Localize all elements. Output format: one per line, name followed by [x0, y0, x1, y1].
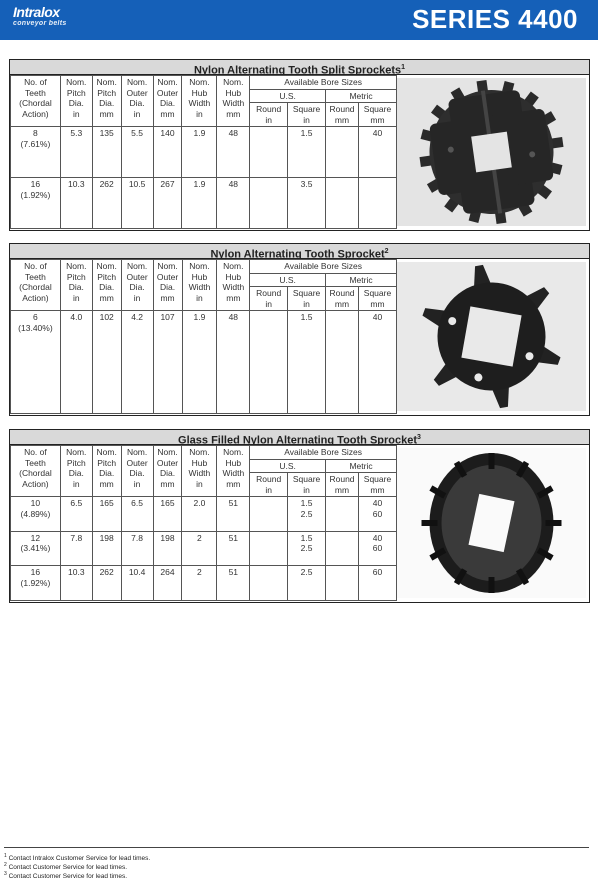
pitch-in-cell: 6.5 — [60, 497, 92, 532]
outer-mm-cell: 267 — [153, 178, 182, 229]
footnote-1: $^1$ Contact Intralox Customer Service for lead times. — [4, 853, 151, 863]
square-mm-cell: 40 60 — [358, 497, 396, 532]
square-mm-cell: 40 60 — [358, 531, 396, 566]
col-header-hub-in: Nom. Hub Width in — [182, 76, 217, 127]
col-header-pitch-in: Nom. Pitch Dia. in — [60, 260, 92, 311]
col-header-teeth: No. of Teeth (Chordal Action) — [11, 446, 61, 497]
pitch-mm-cell: 102 — [92, 311, 121, 414]
outer-mm-cell: 107 — [153, 311, 182, 414]
square-mm-cell: 60 — [358, 566, 396, 601]
hub-in-cell: 2 — [182, 566, 217, 601]
pitch-mm-cell: 198 — [92, 531, 121, 566]
round-mm-cell — [326, 311, 359, 414]
hub-in-cell: 2.0 — [182, 497, 217, 532]
col-header-pitch-in: Nom. Pitch Dia. in — [60, 76, 92, 127]
square-in-cell: 3.5 — [288, 178, 326, 229]
hub-in-cell: 2 — [182, 531, 217, 566]
teeth-cell: 12 (3.41%) — [11, 531, 61, 566]
col-header-outer-in: Nom. Outer Dia. in — [121, 446, 153, 497]
pitch-mm-cell: 262 — [92, 178, 121, 229]
col-header-hub-in: Nom. Hub Width in — [182, 446, 217, 497]
teeth-cell: 10 (4.89%) — [11, 497, 61, 532]
round-in-cell — [250, 531, 288, 566]
col-header-outer-mm: Nom. Outer Dia. mm — [153, 446, 182, 497]
col-header-bore-sizes: Available Bore Sizes — [250, 446, 397, 460]
section-title: Nylon Alternating Tooth Sprocket$^2$ — [10, 244, 589, 259]
teeth-cell: 8 (7.61%) — [11, 127, 61, 178]
col-header-teeth: No. of Teeth (Chordal Action) — [11, 76, 61, 127]
pitch-in-cell: 4.0 — [60, 311, 92, 414]
pitch-in-cell: 5.3 — [60, 127, 92, 178]
hub-mm-cell: 48 — [217, 311, 250, 414]
col-header-outer-mm: Nom. Outer Dia. mm — [153, 260, 182, 311]
hub-mm-cell: 48 — [217, 178, 250, 229]
col-header-hub-mm: Nom. Hub Width mm — [217, 446, 250, 497]
pitch-mm-cell: 135 — [92, 127, 121, 178]
teeth-cell: 6 (13.40%) — [11, 311, 61, 414]
col-header-hub-mm: Nom. Hub Width mm — [217, 260, 250, 311]
spec-table — [10, 259, 397, 414]
teeth-cell: 16 (1.92%) — [11, 566, 61, 601]
pitch-in-cell: 7.8 — [60, 531, 92, 566]
teeth-cell: 16 (1.92%) — [11, 178, 61, 229]
col-header-round-mm: Round mm — [326, 287, 359, 311]
outer-mm-cell: 198 — [153, 531, 182, 566]
outer-in-cell: 10.4 — [121, 566, 153, 601]
outer-in-cell: 4.2 — [121, 311, 153, 414]
col-header-square-mm: Square mm — [358, 287, 396, 311]
col-header-us: U.S. — [250, 459, 326, 473]
outer-mm-cell: 165 — [153, 497, 182, 532]
col-header-round-in: Round in — [250, 473, 288, 497]
hub-mm-cell: 51 — [217, 531, 250, 566]
round-mm-cell — [326, 178, 359, 229]
section-title: Glass Filled Nylon Alternating Tooth Sprocket$^3$ — [10, 430, 589, 445]
col-header-square-mm: Square mm — [358, 103, 396, 127]
round-in-cell — [250, 178, 288, 229]
intralox-logo: Intralox conveyor belts — [13, 4, 67, 27]
square-in-cell: 1.5 — [288, 311, 326, 414]
col-header-bore-sizes: Available Bore Sizes — [250, 260, 397, 274]
outer-mm-cell: 140 — [153, 127, 182, 178]
col-header-round-in: Round in — [250, 103, 288, 127]
section-sprocket — [9, 243, 590, 416]
col-header-hub-in: Nom. Hub Width in — [182, 260, 217, 311]
square-in-cell: 1.5 2.5 — [288, 497, 326, 532]
hub-mm-cell: 48 — [217, 127, 250, 178]
col-header-bore-sizes: Available Bore Sizes — [250, 76, 397, 90]
round-mm-cell — [326, 127, 359, 178]
hub-in-cell: 1.9 — [182, 311, 217, 414]
square-mm-cell: 40 — [358, 311, 396, 414]
round-in-cell — [250, 311, 288, 414]
section-glass-filled-sprocket — [9, 429, 590, 603]
table-row — [11, 497, 397, 532]
round-in-cell — [250, 127, 288, 178]
col-header-us: U.S. — [250, 273, 326, 287]
outer-mm-cell: 264 — [153, 566, 182, 601]
glass-filled-sprocket-photo — [397, 448, 586, 598]
table-row — [11, 566, 397, 601]
col-header-round-mm: Round mm — [326, 473, 359, 497]
table-row — [11, 127, 397, 178]
hub-in-cell: 1.9 — [182, 127, 217, 178]
col-header-teeth: No. of Teeth (Chordal Action) — [11, 260, 61, 311]
section-body — [10, 445, 589, 601]
col-header-round-in: Round in — [250, 287, 288, 311]
col-header-metric: Metric — [326, 89, 397, 103]
footnote-divider — [4, 847, 589, 848]
square-in-cell: 1.5 — [288, 127, 326, 178]
outer-in-cell: 7.8 — [121, 531, 153, 566]
col-header-outer-mm: Nom. Outer Dia. mm — [153, 76, 182, 127]
section-body — [10, 259, 589, 414]
col-header-pitch-mm: Nom. Pitch Dia. mm — [92, 76, 121, 127]
table-row — [11, 311, 397, 414]
section-title: Nylon Alternating Tooth Split Sprockets$^1$ — [10, 60, 589, 75]
col-header-metric: Metric — [326, 273, 397, 287]
pitch-mm-cell: 262 — [92, 566, 121, 601]
col-header-pitch-mm: Nom. Pitch Dia. mm — [92, 260, 121, 311]
outer-in-cell: 10.5 — [121, 178, 153, 229]
hub-mm-cell: 51 — [217, 497, 250, 532]
col-header-metric: Metric — [326, 459, 397, 473]
table-row — [11, 531, 397, 566]
square-in-cell: 1.5 2.5 — [288, 531, 326, 566]
col-header-pitch-mm: Nom. Pitch Dia. mm — [92, 446, 121, 497]
hub-mm-cell: 51 — [217, 566, 250, 601]
square-in-cell: 2.5 — [288, 566, 326, 601]
pitch-in-cell: 10.3 — [60, 178, 92, 229]
sprocket-photo — [397, 262, 586, 411]
table-row — [11, 178, 397, 229]
spec-table — [10, 445, 397, 601]
series-title: SERIES 4400 — [412, 4, 578, 34]
outer-in-cell: 5.5 — [121, 127, 153, 178]
section-body — [10, 75, 589, 229]
round-mm-cell — [326, 531, 359, 566]
col-header-square-in: Square in — [288, 287, 326, 311]
round-in-cell — [250, 497, 288, 532]
hub-in-cell: 1.9 — [182, 178, 217, 229]
round-in-cell — [250, 566, 288, 601]
square-mm-cell — [358, 178, 396, 229]
col-header-square-in: Square in — [288, 473, 326, 497]
spec-table — [10, 75, 397, 229]
pitch-mm-cell: 165 — [92, 497, 121, 532]
col-header-hub-mm: Nom. Hub Width mm — [217, 76, 250, 127]
footnote-3: $^3$ Contact Customer Service for lead times. — [4, 871, 128, 881]
split-sprocket-photo — [397, 78, 586, 226]
col-header-round-mm: Round mm — [326, 103, 359, 127]
footnote-2: $^2$ Contact Customer Service for lead times. — [4, 862, 128, 872]
col-header-outer-in: Nom. Outer Dia. in — [121, 76, 153, 127]
round-mm-cell — [326, 497, 359, 532]
col-header-us: U.S. — [250, 89, 326, 103]
section-split-sprockets — [9, 59, 590, 231]
square-mm-cell: 40 — [358, 127, 396, 178]
outer-in-cell: 6.5 — [121, 497, 153, 532]
col-header-outer-in: Nom. Outer Dia. in — [121, 260, 153, 311]
col-header-square-mm: Square mm — [358, 473, 396, 497]
pitch-in-cell: 10.3 — [60, 566, 92, 601]
col-header-pitch-in: Nom. Pitch Dia. in — [60, 446, 92, 497]
round-mm-cell — [326, 566, 359, 601]
col-header-square-in: Square in — [288, 103, 326, 127]
